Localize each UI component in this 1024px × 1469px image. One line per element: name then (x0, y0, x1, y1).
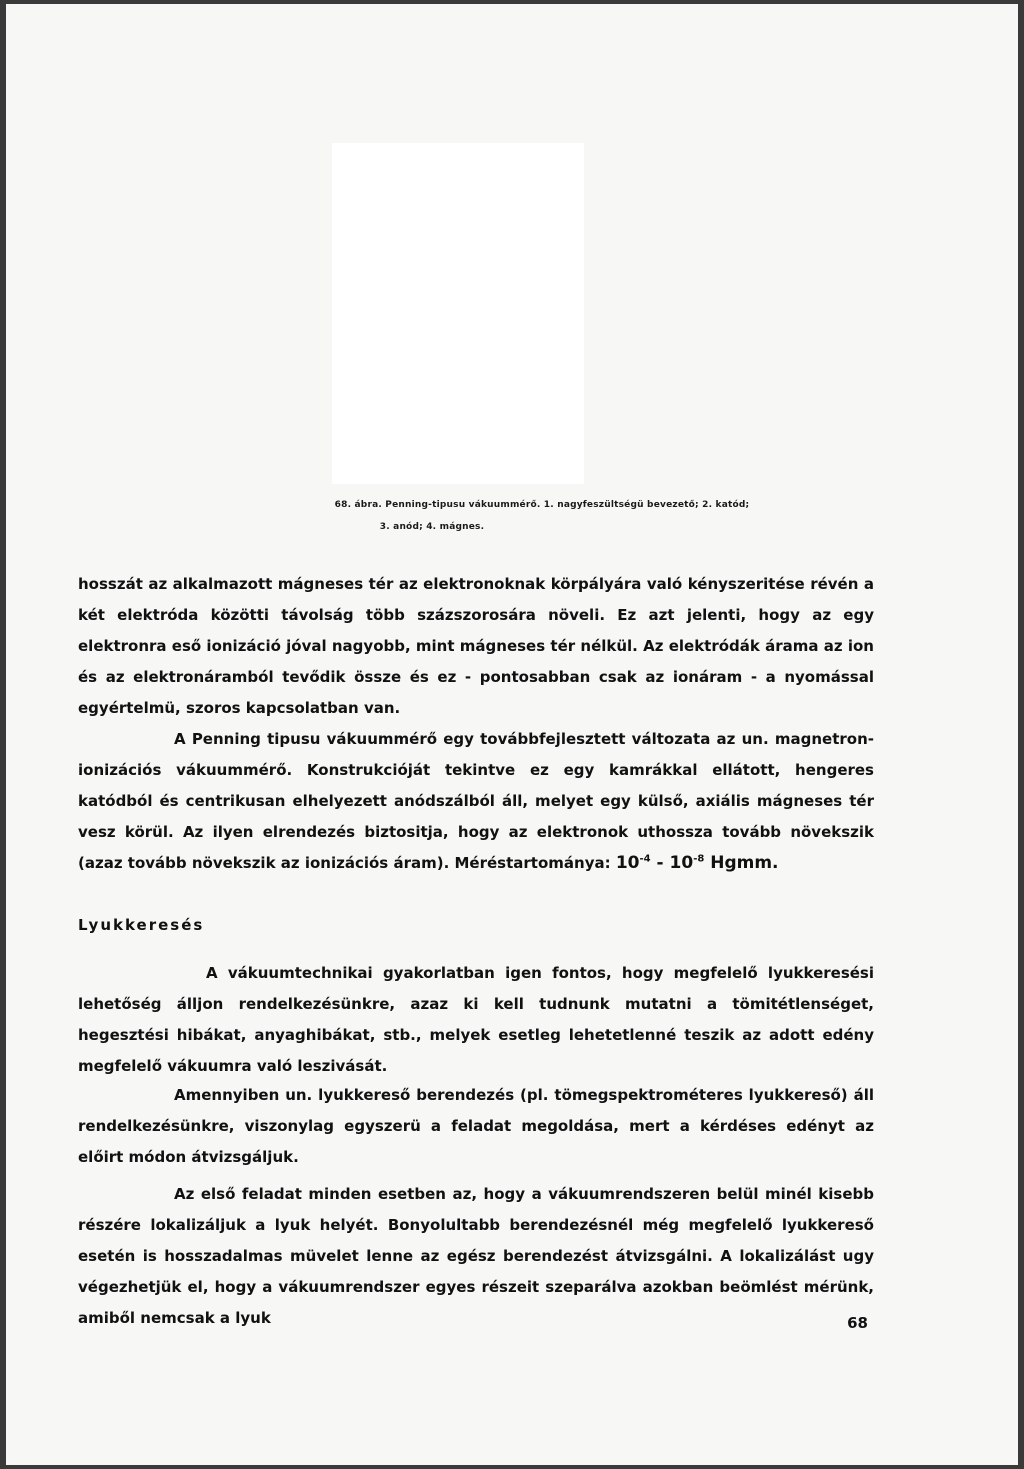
paragraph-5: Az első feladat minden esetben az, hogy a vákuumrendszeren belül minél kisebb részére lokalizáljuk a lyuk helyét. Bonyolultabb berendezésnél még megfelelő lyukkereső esetén is hosszadalmas müvelet lenne az egész berendezést átvizsgálni. A lokalizálást ugy végezhetjük el, hogy a vákuumrendszer egyes részeit szeparálva azokban beömlést mérünk, amiből nemcsak a lyuk (78, 1185, 874, 1327)
paragraph-3: A vákuumtechnikai gyakorlatban igen fontos, hogy megfelelő lyukkeresési lehetőség álljon rendelkezésünkre, azaz ki kell tudnunk mutatni a tömitétlenséget, hegesztési hibákat, anyaghibákat, stb., melyek esetleg lehetetlenné teszik az adott edény megfelelő vákuumra való leszivását. (78, 964, 874, 1075)
paragraph-1: hosszát az alkalmazott mágneses tér az elektronoknak körpályára való kényszeritése révén a két elektróda közötti távolság több százszorosára növeli. Ez azt jelenti, hogy az egy elektronra eső ionizáció jóval nagyobb, mint mágneses tér nélkül. Az elektródák árama az ion és az elektronáramból tevődik össze és ez - pontosabban csak az ionáram - a nyomással egyértelmü, szoros kapcsolatban van. (78, 575, 874, 717)
paragraph-2 (78, 724, 874, 879)
range-high-base: 10 (669, 853, 694, 873)
section-heading: Lyukkeresés (78, 916, 205, 934)
paragraph-2-text: A Penning tipusu vákuummérő egy továbbfejlesztett változata az un. magnetron-ionizációs vákuummérő. Konstrukcióját tekintve ez egy kamrákkal ellátott, hengeres katódból és centrikusan elhelyezett anódszálból áll, melyet egy külső, axiális mágneses tér vesz körül. Az ilyen elrendezés biztositja, hogy az elektronok uthossza tovább növekszik (azaz tovább növekszik az ionizációs áram). Méréstartománya: (78, 730, 874, 872)
figure-caption-line-1: 68. ábra. Penning-tipusu vákuummérő. 1. nagyfeszültségü bevezető; 2. katód; (334, 500, 750, 510)
range-unit: Hgmm. (704, 853, 779, 873)
figure-image-placeholder (332, 143, 584, 484)
figure-caption-line-2: 3. anód; 4. mágnes. (379, 522, 485, 532)
range-separator: - (650, 853, 670, 873)
page-number: 68 (847, 1314, 868, 1332)
document-page (6, 4, 1018, 1465)
range-low-base: 10 (615, 853, 640, 873)
paragraph-4: Amennyiben un. lyukkereső berendezés (pl. tömegspektrométeres lyukkereső) áll rendelkezésünkre, viszonylag egyszerü a feladat megoldása, mert a kérdéses edényt az előirt módon átvizsgáljuk. (78, 1086, 874, 1166)
range-high-exponent: -8 (693, 853, 705, 865)
range-low-exponent: -4 (639, 853, 651, 865)
measurement-range (616, 853, 779, 873)
